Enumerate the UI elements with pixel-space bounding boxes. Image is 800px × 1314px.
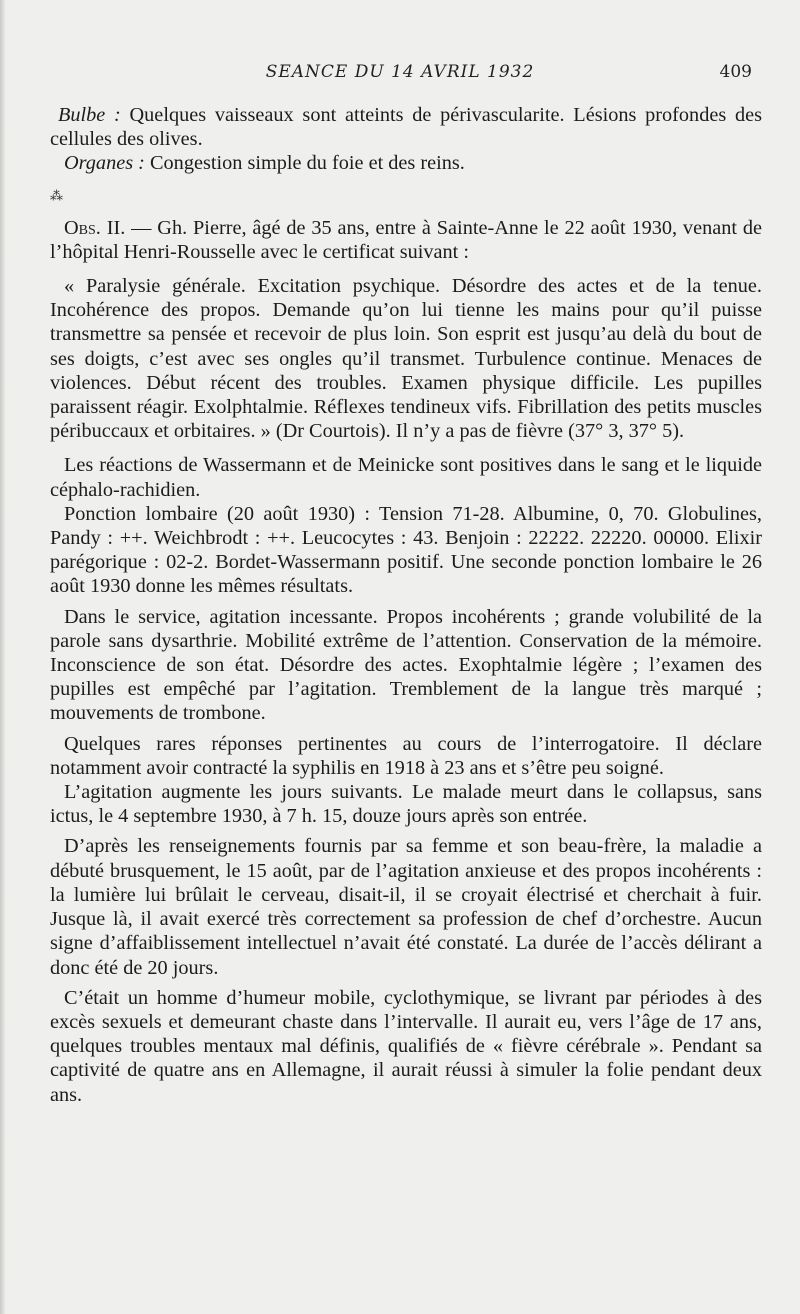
- paragraph-reponses: Quelques rares réponses pertinentes au cours de l’interrogatoire. Il déclare notamment avoir contracté la syphilis en 1918 à 23 ans et s’être peu soigné.: [50, 732, 762, 779]
- paragraph-certificat: « Paralysie générale. Excitation psychique. Désordre des actes et de la tenue. Incohérence des propos. Demande qu’on lui tienne les mains pour qu’il puisse transmettre sa pensée et recevoir de plus loin. Son esprit est jusqu’au delà du bout de ses doigts, c’est avec ses ongles qu’il transmet. Turbulence continue. Menaces de violences. Début récent des troubles. Examen physique difficile. Les pupilles paraissent réagir. Exolphtalmie. Réflexes tendineux vifs. Fibrillation des petits muscles péribuccaux et orbitaires. » (Dr Courtois). Il n’y a pas de fièvre (37° 3, 37° 5).: [50, 275, 762, 443]
- organes-text: Congestion simple du foie et des reins.: [144, 152, 465, 175]
- paragraph-agitation: L’agitation augmente les jours suivants. Le malade meurt dans le collapsus, sans ictus, le 4 septembre 1930, à 7 h. 15, douze jours après son entrée.: [50, 781, 762, 828]
- bulbe-label: Bulbe :: [58, 104, 121, 126]
- paragraph-organes: [50, 151, 762, 175]
- page-header: [0, 60, 800, 86]
- body-text: [50, 103, 762, 1107]
- paragraph-ponction: Ponction lombaire (20 août 1930) : Tension 71-28. Albumine, 0, 70. Globulines, Pandy : ++. Weichbrodt : ++. Leucocytes : 43. Benjoin : 22222. 22220. 00000. Elixir parégorique : 02-2. Bordet-Wassermann positif. Une seconde ponction lombaire le 26 août 1930 donne les mêmes résultats.: [50, 502, 762, 598]
- paragraph-renseignements: D’après les renseignements fournis par sa femme et son beau-frère, la maladie a débuté brusquement, le 15 août, par de l’agitation anxieuse et des propos incohérents : la lumière lui brûlait le cerveau, disait-il, il se croyait électrisé et cherchait à fuir. Jusque là, il avait exercé très correctement sa profession de chef d’orchestre. Aucun signe d’affaiblissement intellectuel n’avait été constaté. La durée de l’accès délirant a donc été de 20 jours.: [50, 835, 762, 979]
- obs-label: Obs. II.: [64, 216, 126, 239]
- spacer: [50, 443, 762, 453]
- paragraph-humeur: C’était un homme d’humeur mobile, cyclothymique, se livrant par périodes à des excès sexuels et demeurant chaste dans l’intervalle. Il aurait eu, vers l’âge de 17 ans, quelques troubles mentaux mal définis, qualifiés de « fièvre cérébrale ». Pendant sa captivité de quatre ans en Allemagne, il aurait réussi à simuler la folie pendant deux ans.: [50, 986, 762, 1106]
- paragraph-bulbe: [50, 103, 762, 151]
- asterism: ⁂: [50, 187, 63, 203]
- spacer: [50, 264, 762, 274]
- paragraph-service: Dans le service, agitation incessante. Propos incohérents ; grande volubilité de la parole sans dysarthrie. Mobilité extrême de l’attention. Conservation de la mémoire. Inconscience de son état. Désordre des actes. Exophtalmie légère ; l’examen des pupilles est empêché par l’agitation. Tremblement de la langue très marqué ; mouvements de trombone.: [50, 605, 762, 725]
- paragraph-observation: [50, 216, 762, 264]
- organes-label: Organes :: [64, 152, 145, 175]
- running-title: SEANCE DU 14 AVRIL 1932: [265, 62, 535, 82]
- paragraph-reactions: Les réactions de Wassermann et de Meinicke sont positives dans le sang et le liquide céphalo-rachidien.: [50, 454, 762, 501]
- page-number: 409: [719, 62, 752, 82]
- obs-text: — Gh. Pierre, âgé de 35 ans, entre à Sainte-Anne le 22 août 1930, venant de l’hôpital Henri-Rousselle avec le certificat suivant :: [50, 216, 763, 263]
- bulbe-text: Quelques vaisseaux sont atteints de périvascularite. Lésions profondes des cellules des olives.: [50, 104, 762, 151]
